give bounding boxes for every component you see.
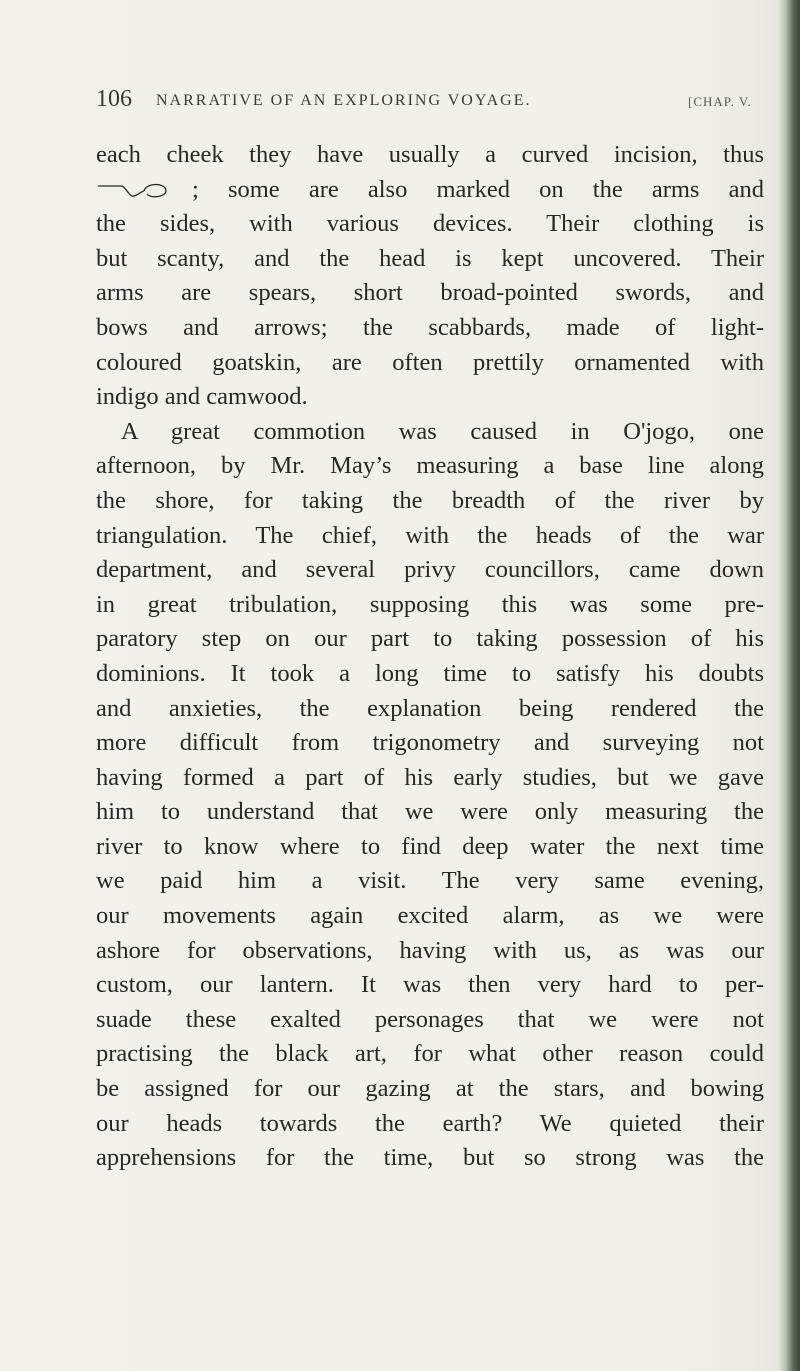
page-edge-shadow xyxy=(778,0,800,1371)
text-line: suade these exalted personages that we were not xyxy=(96,1005,764,1033)
page-number: 106 xyxy=(96,86,132,112)
curved-incision-figure xyxy=(96,180,186,202)
text-line: in great tribulation, supposing this was some pre- xyxy=(96,590,764,618)
text-line: him to understand that we were only measuring the xyxy=(96,798,764,826)
text-line: each cheek they have usually a curved incision, thus xyxy=(96,141,764,168)
text-line: our heads towards the earth? We quieted their xyxy=(96,1109,764,1137)
text-line: apprehensions for the time, but so strong was the xyxy=(96,1144,764,1172)
text-line: river to know where to find deep water the next time xyxy=(96,832,764,860)
text-line: dominions. It took a long time to satisfy his doubts xyxy=(96,659,764,687)
text-line: indigo and camwood. xyxy=(96,383,308,411)
text-line: practising the black art, for what other reason could xyxy=(96,1040,764,1068)
text-line: be assigned for our gazing at the stars, and bowing xyxy=(96,1075,764,1103)
text-line: afternoon, by Mr. May’s measuring a base line along xyxy=(96,452,764,480)
text-line: we paid him a visit. The very same evening, xyxy=(96,867,764,895)
text-line: more difficult from trigonometry and surveying not xyxy=(96,729,764,757)
text-line: coloured goatskin, are often prettily ornamented with xyxy=(96,348,764,376)
text-line: the shore, for taking the breadth of the river by xyxy=(96,486,764,514)
body-text xyxy=(96,138,764,1176)
text-line: department, and several privy councillors, came down xyxy=(96,556,764,584)
text-line-with-figure xyxy=(96,173,764,208)
text-line: custom, our lantern. It was then very hard to per- xyxy=(96,971,764,999)
text-line-remainder: ; some are also marked on the arms and xyxy=(192,175,764,203)
text-line: A great commotion was caused in O'jogo, one xyxy=(121,417,764,445)
running-header xyxy=(96,86,776,116)
text-line: ashore for observations, having with us, as was our xyxy=(96,936,764,964)
text-line: bows and arrows; the scabbards, made of light- xyxy=(96,313,764,341)
text-line: and anxieties, the explanation being rendered the xyxy=(96,694,764,722)
text-line: having formed a part of his early studies, but we gave xyxy=(96,763,764,791)
chapter-marker: [CHAP. V. xyxy=(688,94,752,109)
text-line: triangulation. The chief, with the heads of the war xyxy=(96,521,764,549)
text-line: but scanty, and the head is kept uncovered. Their xyxy=(96,244,764,272)
text-line: arms are spears, short broad-pointed swords, and xyxy=(96,279,764,307)
text-line: the sides, with various devices. Their clothing is xyxy=(96,210,764,238)
text-line: paratory step on our part to taking possession of his xyxy=(96,625,764,653)
text-line: our movements again excited alarm, as we were xyxy=(96,902,764,930)
running-title: NARRATIVE OF AN EXPLORING VOYAGE. xyxy=(156,92,532,109)
